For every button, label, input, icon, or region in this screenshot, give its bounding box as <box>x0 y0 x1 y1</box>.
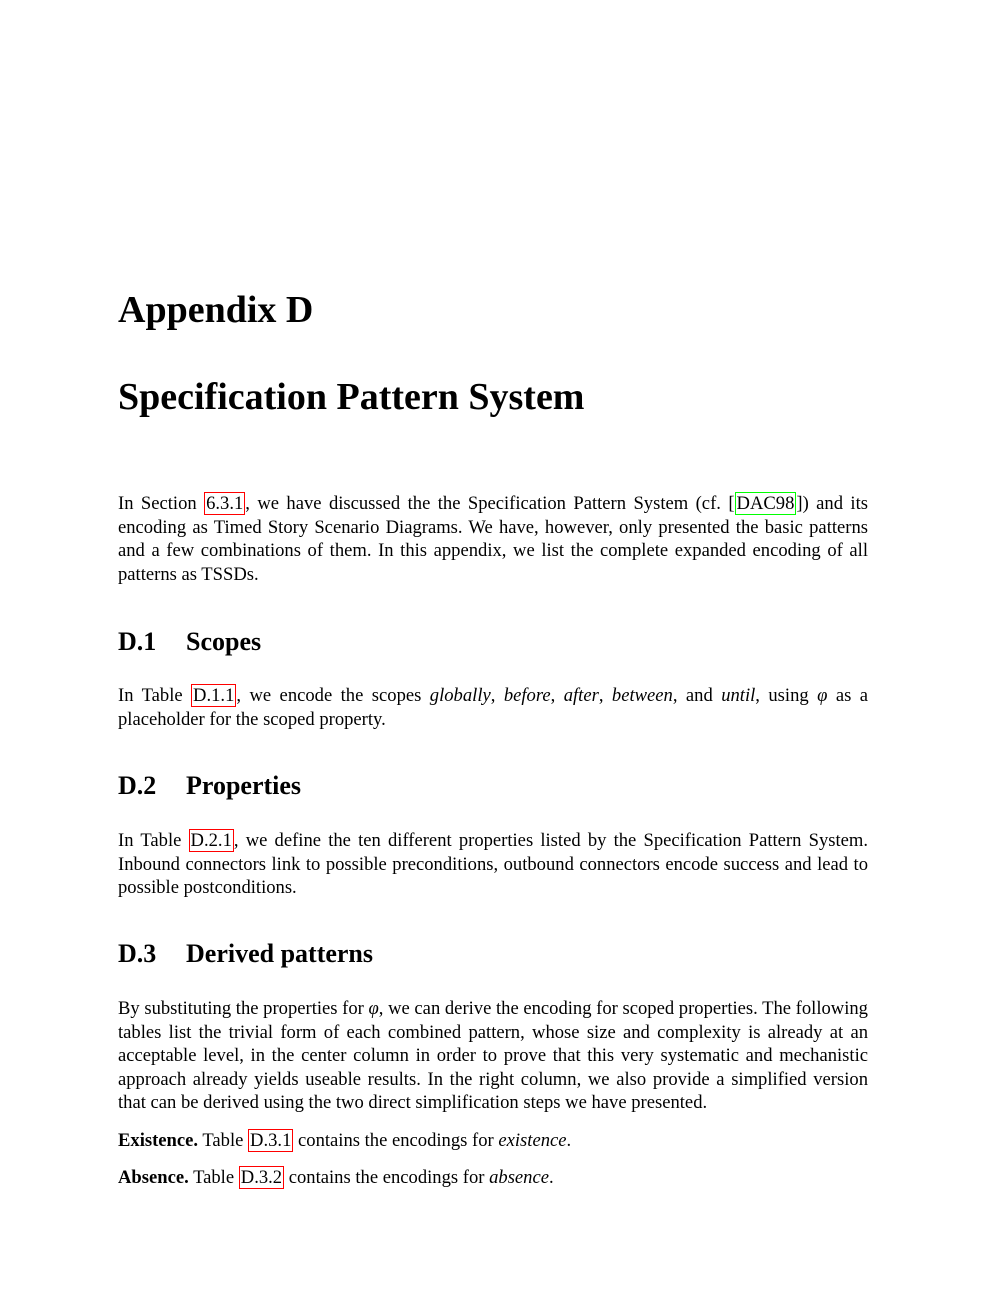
body-text: , and <box>672 685 722 706</box>
section-ref-link[interactable]: 6.3.1 <box>206 493 244 514</box>
body-text: , we define the ten different properties listed by the Specification Pattern System. Inbound connectors link to possible preconditions, outbound connectors encode success and lead to possible postconditions. <box>118 830 869 899</box>
scope-term: between <box>611 685 673 706</box>
phi-symbol: φ <box>368 998 379 1019</box>
table-ref-link[interactable]: D.2.1 <box>190 830 232 851</box>
pattern-term: absence <box>489 1167 549 1188</box>
body-text: , <box>598 685 612 706</box>
body-text: By substituting the properties for <box>118 998 369 1019</box>
section-title: Scopes <box>186 627 262 656</box>
intro-text: ]) and its encoding as Timed Story Scenario Diagrams. We have, however, only presented the basic patterns and a few combinations of them. In this appendix, we list the complete expanded encoding of all patterns as TSSDs. <box>118 493 868 585</box>
section-number: D.1 <box>118 627 157 656</box>
phi-symbol: φ <box>817 685 828 706</box>
intro-paragraph <box>118 492 868 586</box>
scope-term: globally <box>429 685 491 706</box>
absence-paragraph <box>118 1166 868 1190</box>
table-ref-link[interactable]: D.3.1 <box>250 1130 292 1151</box>
scope-term: after <box>563 685 599 706</box>
section-title: Properties <box>186 771 302 800</box>
section-title: Derived patterns <box>186 939 374 968</box>
body-text: , using <box>755 685 818 706</box>
body-text: contains the encodings for <box>284 1167 490 1188</box>
existence-paragraph <box>118 1129 868 1153</box>
scope-term: before <box>503 685 551 706</box>
section-heading-properties <box>118 772 301 801</box>
section-number: D.3 <box>118 939 157 968</box>
body-text: . <box>566 1130 572 1151</box>
table-ref-link[interactable]: D.3.2 <box>240 1167 283 1188</box>
intro-text: In Section <box>118 493 205 514</box>
body-text: as a placeholder for the scoped property. <box>118 685 869 730</box>
chapter-title: Specification Pattern System <box>118 376 585 418</box>
body-text: . <box>548 1167 554 1188</box>
section-heading-derived-patterns <box>118 940 373 969</box>
paragraph-heading: Absence. <box>118 1167 189 1188</box>
chapter-label: Appendix D <box>118 289 314 331</box>
table-ref-link[interactable]: D.1.1 <box>193 685 235 706</box>
paragraph-heading: Existence. <box>118 1130 199 1151</box>
body-text: , we encode the scopes <box>236 685 430 706</box>
body-text: , we can derive the encoding for scoped properties. The following tables list the trivial form of each combined pattern, whose size and complexity is already at an acceptable level, in the center column in order to prove that this very systematic and mechanistic approach already yields useable results. In the right column, we also provide a simplified version that can be derived using the two direct simplification steps we have presented. <box>118 998 868 1114</box>
properties-paragraph <box>118 829 868 900</box>
body-text: , <box>550 685 564 706</box>
body-text: contains the encodings for <box>293 1130 499 1151</box>
intro-text: , we have discussed the the Specification Pattern System (cf. [ <box>245 493 735 514</box>
body-text: In Table <box>118 685 192 706</box>
scopes-paragraph <box>118 684 868 731</box>
body-text: Table <box>198 1130 249 1151</box>
pattern-term: existence <box>498 1130 567 1151</box>
citation-link[interactable]: DAC98 <box>736 493 795 514</box>
body-text: In Table <box>118 830 189 851</box>
body-text: Table <box>188 1167 239 1188</box>
derived-patterns-paragraph <box>118 997 868 1115</box>
body-text: , <box>490 685 504 706</box>
section-heading-scopes <box>118 628 261 657</box>
scope-term: until <box>721 685 756 706</box>
section-number: D.2 <box>118 771 157 800</box>
